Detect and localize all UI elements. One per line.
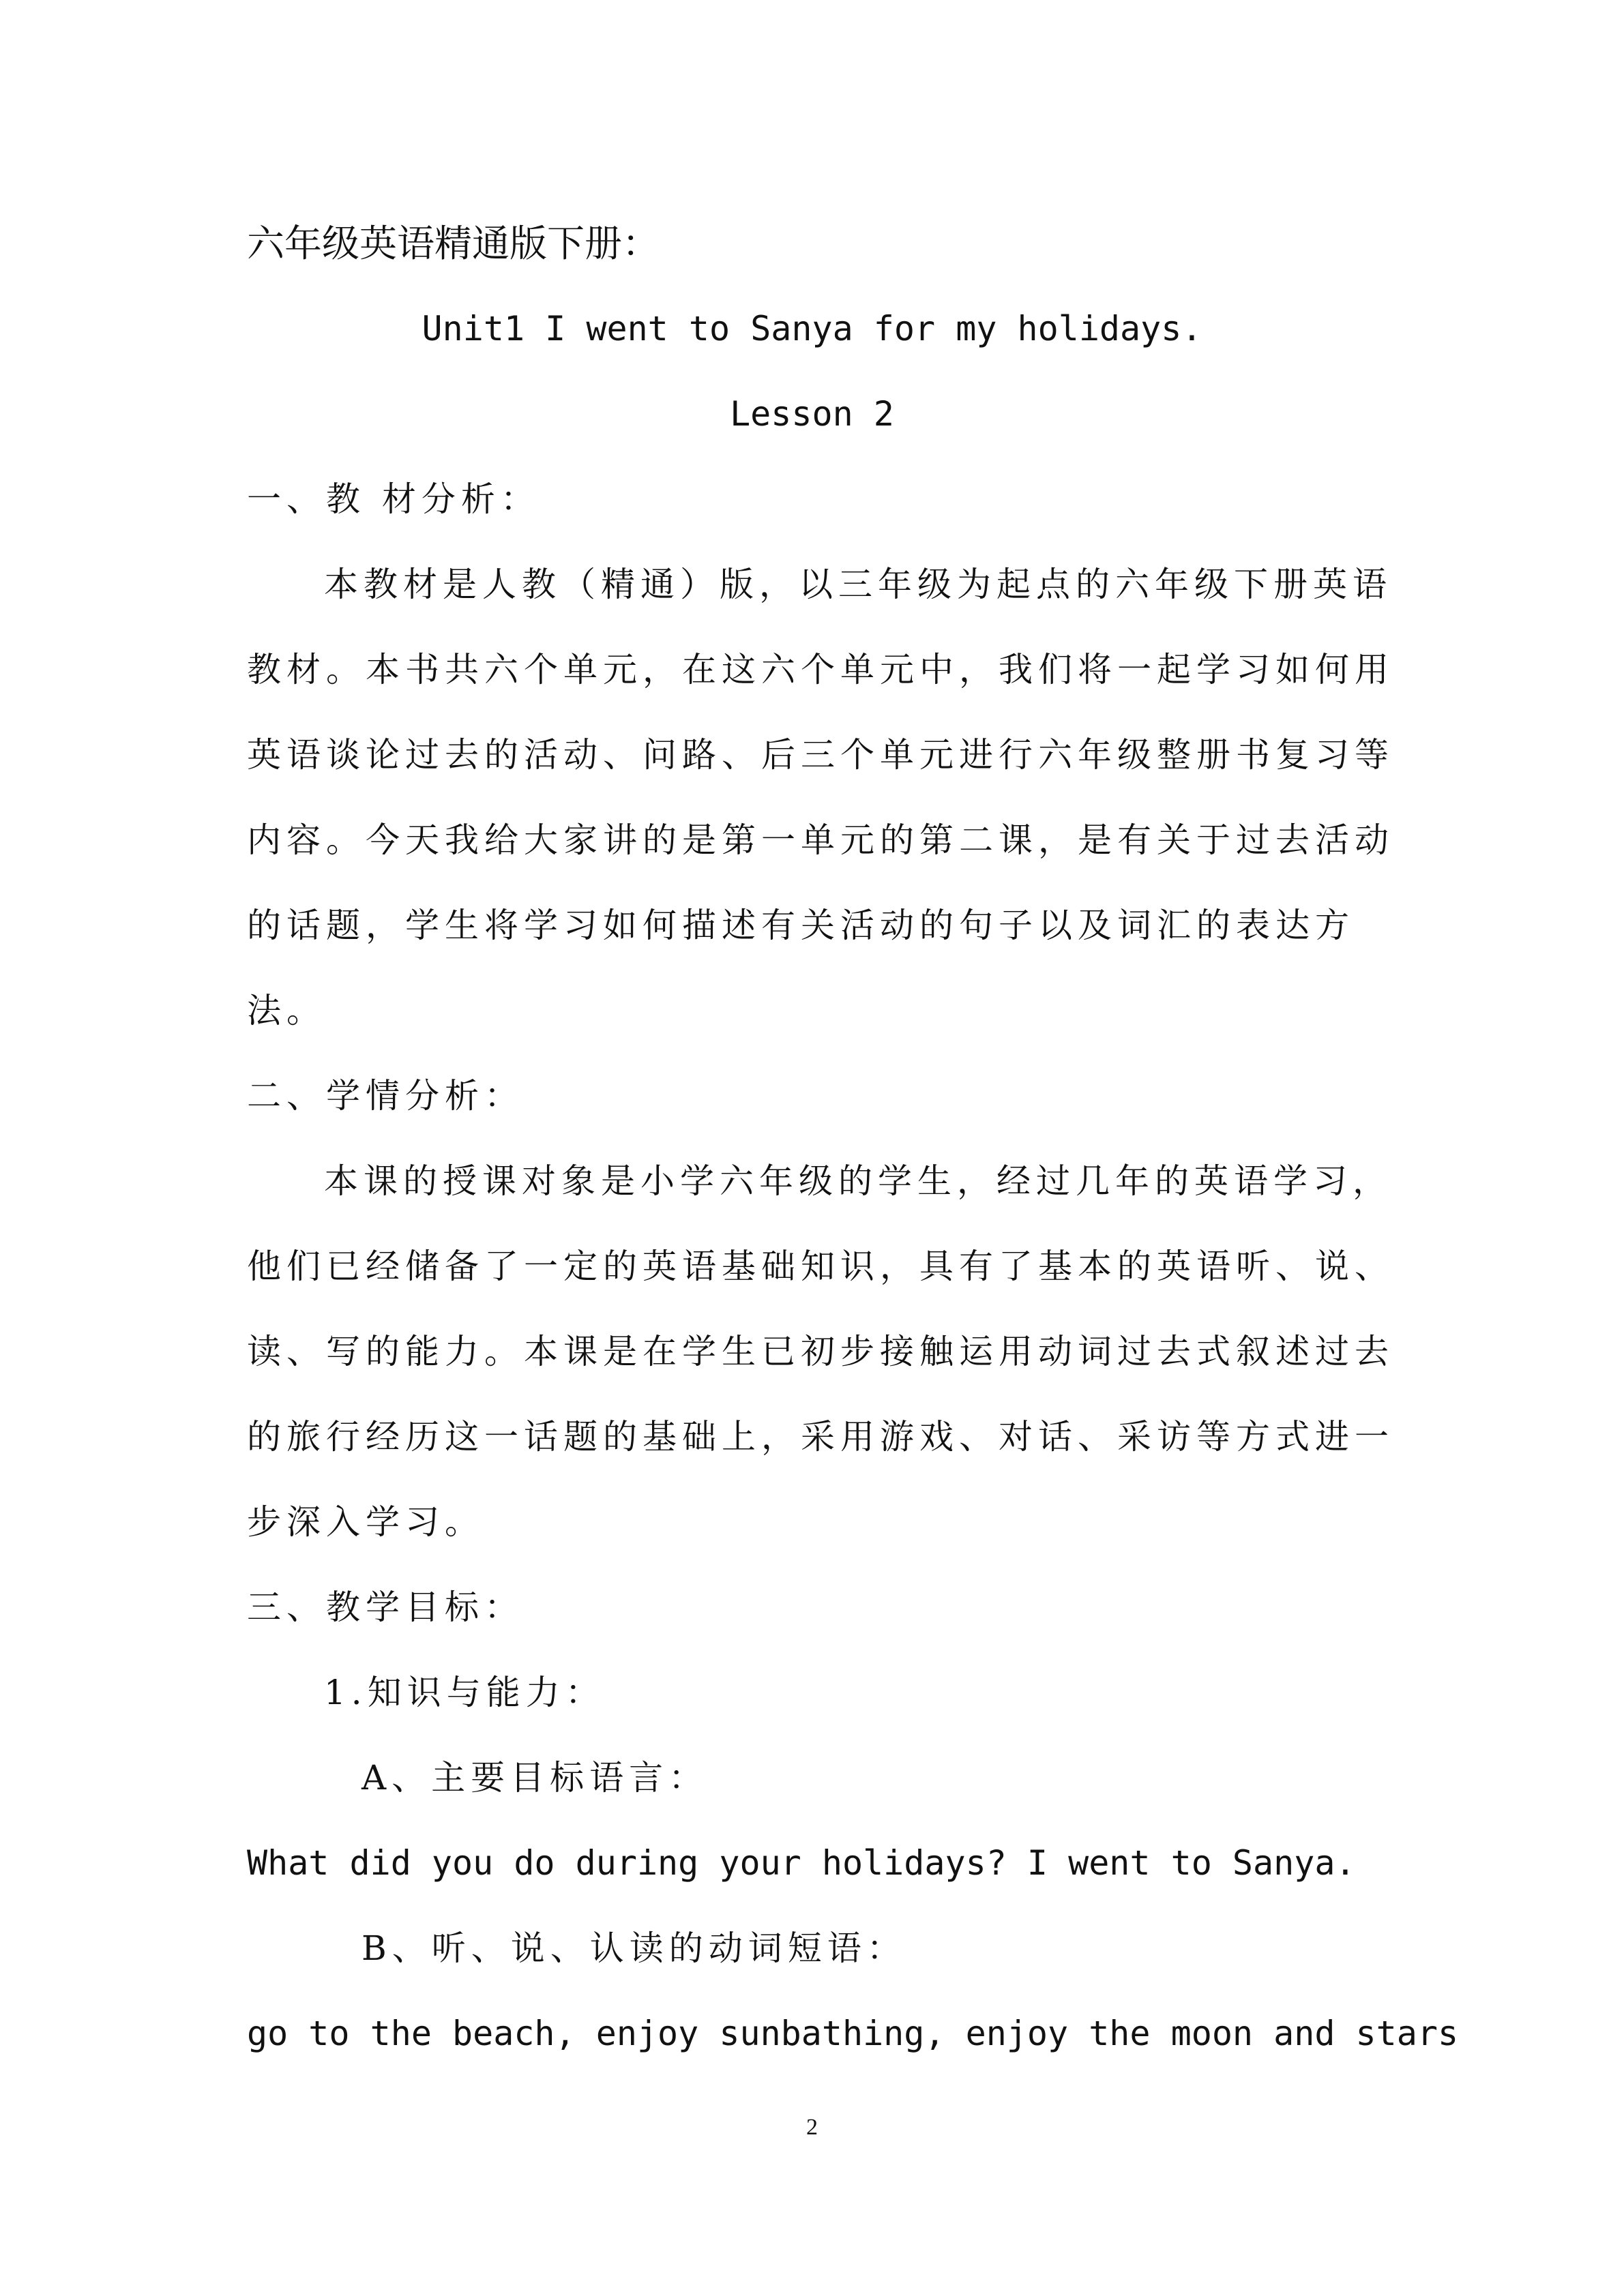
section2-heading: 二、学情分析： xyxy=(247,1076,524,1116)
target-sentence: What did you do during your holidays? I went to Sanya. xyxy=(247,1843,1356,1883)
section1-line: 本教材是人教（精通）版，以三年级为起点的六年级下册英语 xyxy=(324,565,1392,604)
section2-line: 本课的授课对象是小学六年级的学生，经过几年的英语学习， xyxy=(324,1161,1392,1201)
section1-line: 英语谈论过去的活动、问路、后三个单元进行六年级整册书复习等 xyxy=(247,735,1394,775)
section2-line: 他们已经储备了一定的英语基础知识，具有了基本的英语听、说、 xyxy=(247,1247,1394,1286)
section3-heading: 三、教学目标： xyxy=(247,1587,524,1627)
section1-line: 法。 xyxy=(247,991,326,1030)
lesson-title: Lesson 2 xyxy=(730,394,894,434)
section2-line: 读、写的能力。本课是在学生已初步接触运用动词过去式叙述过去 xyxy=(247,1332,1394,1371)
page-number: 2 xyxy=(806,2115,818,2140)
section1-line: 的话题，学生将学习如何描述有关活动的句子以及词汇的表达方 xyxy=(247,906,1355,945)
section1-heading: 一、教 材分析： xyxy=(247,479,540,519)
section2-line: 步深入学习。 xyxy=(247,1502,484,1542)
section1-line: 内容。今天我给大家讲的是第一单元的第二课，是有关于过去活动 xyxy=(247,820,1394,860)
unit-title: Unit1 I went to Sanya for my holidays. xyxy=(422,309,1202,348)
section2-line: 的旅行经历这一话题的基础上，采用游戏、对话、采访等方式进一 xyxy=(247,1417,1394,1457)
target-language-label: A、主要目标语言： xyxy=(361,1758,709,1798)
verb-phrases: go to the beach, enjoy sunbathing, enjoy the moon and stars xyxy=(247,2014,1459,2053)
verb-phrases-label: B、听、说、认读的动词短语： xyxy=(361,1928,906,1968)
document-title: 六年级英语精通版下册： xyxy=(247,222,660,265)
section1-line: 教材。本书共六个单元，在这六个单元中，我们将一起学习如何用 xyxy=(247,650,1394,689)
section3-subheading: 1.知识与能力： xyxy=(324,1673,605,1712)
